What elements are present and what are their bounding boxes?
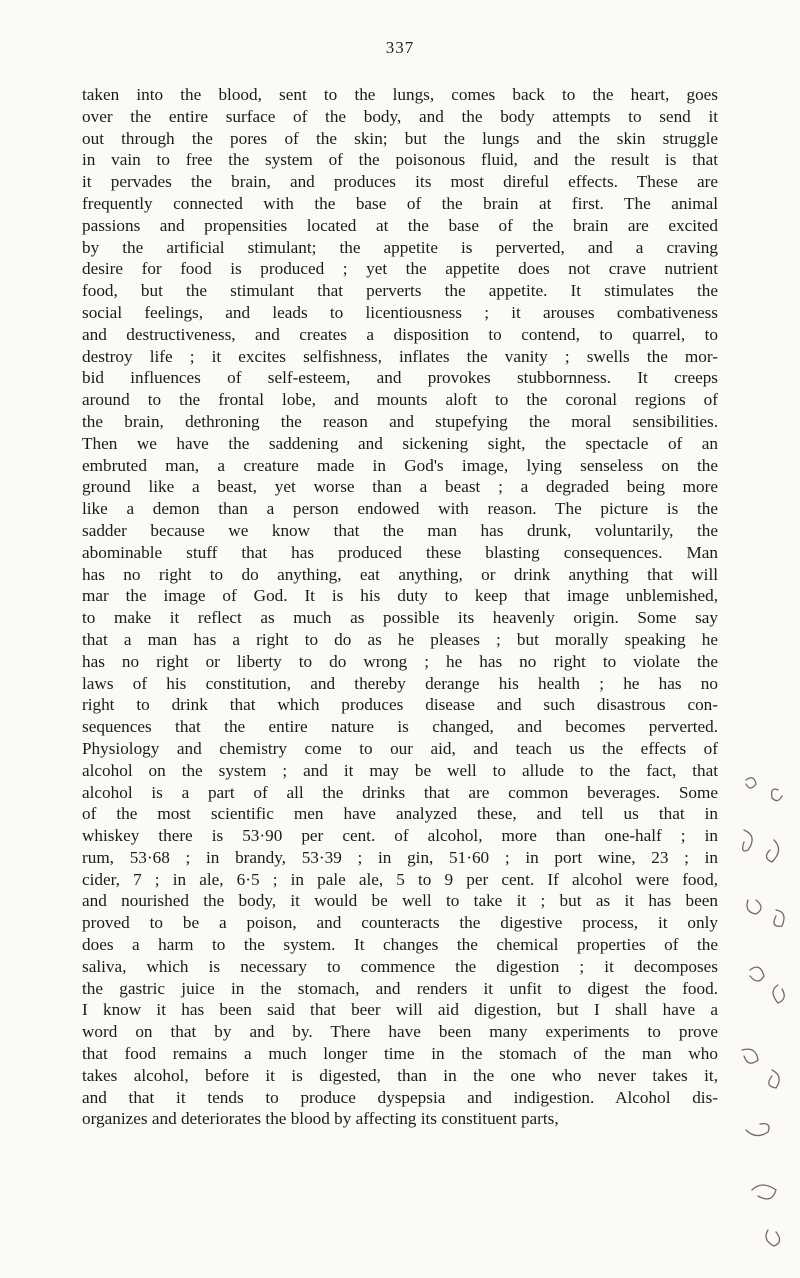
text-line: taken into the blood, sent to the lungs, comes back to the heart, goes	[82, 85, 718, 104]
text-line: organizes and deteriorates the blood by affecting its constituent parts,	[82, 1109, 559, 1129]
page-number: 337	[385, 38, 415, 57]
text-line: takes alcohol, before it is digested, than in the one who never takes it,	[82, 1065, 718, 1085]
text-line: right to drink that which produces disease and such disastrous con-	[82, 695, 718, 715]
text-line: the gastric juice in the stomach, and renders it unfit to digest the food.	[82, 978, 718, 998]
text-line: Physiology and chemistry come to our aid, and teach us the effects of	[82, 738, 718, 758]
text-line: it pervades the brain, and produces its most direful effects. These are	[82, 172, 718, 192]
text-line: whiskey there is 53·90 per cent. of alcohol, more than one-half ; in	[82, 826, 718, 846]
text-line: saliva, which is necessary to commence the digestion ; it decomposes	[82, 956, 718, 976]
text-line: abominable stuff that has produced these blasting consequences. Man	[82, 542, 718, 562]
text-line: desire for food is produced ; yet the appetite does not crave nutrient	[82, 259, 718, 279]
text-line: passions and propensities located at the base of the brain are excited	[82, 215, 718, 235]
text-line: does a harm to the system. It changes the chemical properties of the	[82, 935, 718, 955]
text-line: bid influences of self-esteem, and provokes stubbornness. It creeps	[82, 368, 718, 388]
text-line: rum, 53·68 ; in brandy, 53·39 ; in gin, 51·60 ; in port wine, 23 ; in	[82, 847, 718, 867]
text-line: the brain, dethroning the reason and stupefying the moral sensibilities.	[82, 411, 718, 431]
text-line: food, but the stimulant that perverts the appetite. It stimulates the	[82, 281, 718, 301]
text-line: has no right or liberty to do wrong ; he has no right to violate the	[82, 651, 718, 671]
text-line: word on that by and by. There have been many experiments to prove	[82, 1022, 718, 1042]
text-line: of the most scientific men have analyzed these, and tell us that in	[82, 804, 718, 824]
text-line: that a man has a right to do as he pleases ; but morally speaking he	[82, 629, 718, 649]
text-line: social feelings, and leads to licentiousness ; it arouses combativeness	[82, 302, 718, 322]
text-line: and destructiveness, and creates a disposition to contend, to quarrel, to	[82, 324, 718, 344]
text-line: and nourished the body, it would be well to take it ; but as it has been	[82, 891, 718, 911]
text-line: like a demon than a person endowed with reason. The picture is the	[82, 499, 718, 519]
text-line: and that it tends to produce dyspepsia and indigestion. Alcohol dis-	[82, 1087, 718, 1107]
text-line: over the entire surface of the body, and the body attempts to send it	[82, 106, 718, 126]
text-line: alcohol is a part of all the drinks that are common beverages. Some	[82, 782, 718, 802]
text-line: destroy life ; it excites selfishness, inflates the vanity ; swells the mor-	[82, 346, 718, 366]
body-text	[82, 84, 718, 1130]
text-line: Then we have the saddening and sickening sight, the spectacle of an	[82, 433, 718, 453]
margin-ornament	[738, 770, 798, 1270]
text-line: embruted man, a creature made in God's image, lying senseless on the	[82, 455, 718, 475]
text-line: out through the pores of the skin; but the lungs and the skin struggle	[82, 128, 718, 148]
text-line: by the artificial stimulant; the appetite is perverted, and a craving	[82, 237, 718, 257]
text-line: ground like a beast, yet worse than a beast ; a degraded being more	[82, 477, 718, 497]
text-line: proved to be a poison, and counteracts the digestive process, it only	[82, 913, 718, 933]
text-line: mar the image of God. It is his duty to keep that image unblemished,	[82, 586, 718, 606]
text-line: frequently connected with the base of the brain at first. The animal	[82, 193, 718, 213]
text-line: sequences that the entire nature is changed, and becomes perverted.	[82, 717, 718, 737]
text-line: laws of his constitution, and thereby derange his health ; he has no	[82, 673, 718, 693]
text-line: sadder because we know that the man has drunk, voluntarily, the	[82, 520, 718, 540]
text-line: that food remains a much longer time in the stomach of the man who	[82, 1044, 718, 1064]
text-line: to make it reflect as much as possible its heavenly origin. Some say	[82, 608, 718, 628]
text-line: has no right to do anything, eat anything, or drink anything that will	[82, 564, 718, 584]
text-line: I know it has been said that beer will aid digestion, but I shall have a	[82, 1000, 718, 1020]
text-line: alcohol on the system ; and it may be well to allude to the fact, that	[82, 760, 718, 780]
text-line: in vain to free the system of the poisonous fluid, and the result is that	[82, 150, 718, 170]
text-line: around to the frontal lobe, and mounts aloft to the coronal regions of	[82, 390, 718, 410]
text-line: cider, 7 ; in ale, 6·5 ; in pale ale, 5 to 9 per cent. If alcohol were food,	[82, 869, 718, 889]
